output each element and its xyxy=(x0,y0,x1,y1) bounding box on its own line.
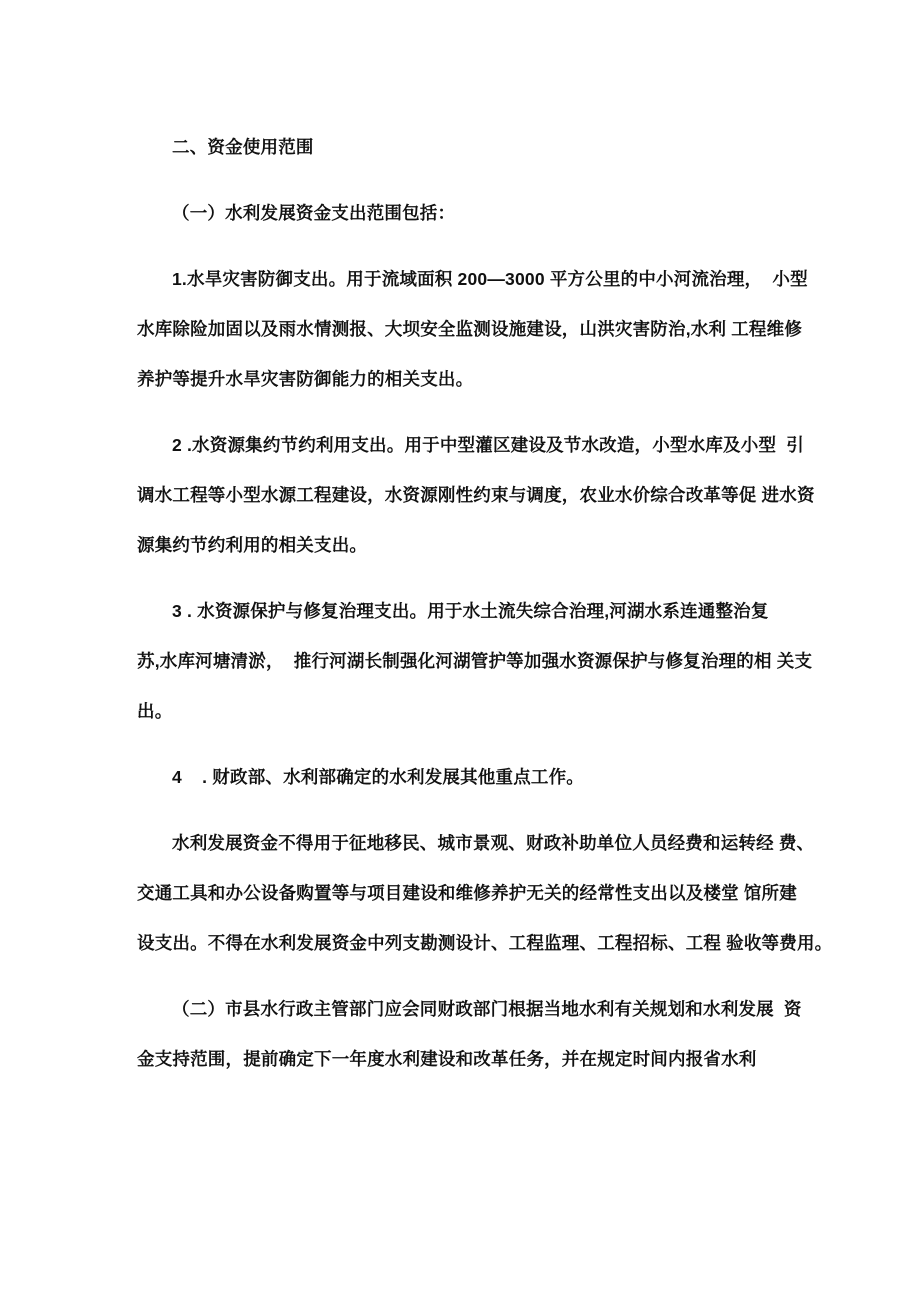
doc-line: 2 .水资源集约节约利用支出。用于中型灌区建设及节水改造，小型水库及小型 引 xyxy=(172,435,804,455)
doc-line: 交通工具和办公设备购置等与项目建设和维修养护无关的经常性支出以及楼堂 馆所建 xyxy=(137,883,797,903)
document-body xyxy=(137,122,833,1100)
doc-line: 出。 xyxy=(137,701,173,721)
doc-line: 水利发展资金不得用于征地移民、城市景观、财政补助单位人员经费和运转经 费、 xyxy=(172,833,815,853)
doc-line: 调水工程等小型水源工程建设，水资源刚性约束与调度，农业水价综合改革等促 进水资 xyxy=(137,485,815,505)
doc-line: 水库除险加固以及雨水情测报、大坝安全监测设施建设，山洪灾害防治,水利 工程维修 xyxy=(137,319,803,339)
doc-line: 4 . 财政部、水利部确定的水利发展其他重点工作。 xyxy=(172,767,585,787)
doc-line: 金支持范围，提前确定下一年度水利建设和改革任务，并在规定时间内报省水利 xyxy=(137,1049,757,1069)
subsection-heading-line: （一）水利发展资金支出范围包括： xyxy=(172,203,456,223)
doc-line: 养护等提升水旱灾害防御能力的相关支出。 xyxy=(137,369,474,389)
doc-line: 设支出。不得在水利发展资金中列支勘测设计、工程监理、工程招标、工程 验收等费用。 xyxy=(137,933,833,953)
section-heading-line: 二、资金使用范围 xyxy=(172,137,314,157)
doc-line: （二）市县水行政主管部门应会同财政部门根据当地水利有关规划和水利发展 资 xyxy=(172,999,802,1019)
doc-line: 3 . 水资源保护与修复治理支出。用于水土流失综合治理,河湖水系连通整治复 xyxy=(172,601,769,621)
doc-line: 源集约节约利用的相关支出。 xyxy=(137,535,368,555)
doc-line: 苏,水库河塘清淤， 推行河湖长制强化河湖管护等加强水资源保护与修复治理的相 关支 xyxy=(137,651,813,671)
doc-line: 1.水旱灾害防御支出。用于流域面积 200—3000 平方公里的中小河流治理， 小型 xyxy=(172,269,808,289)
